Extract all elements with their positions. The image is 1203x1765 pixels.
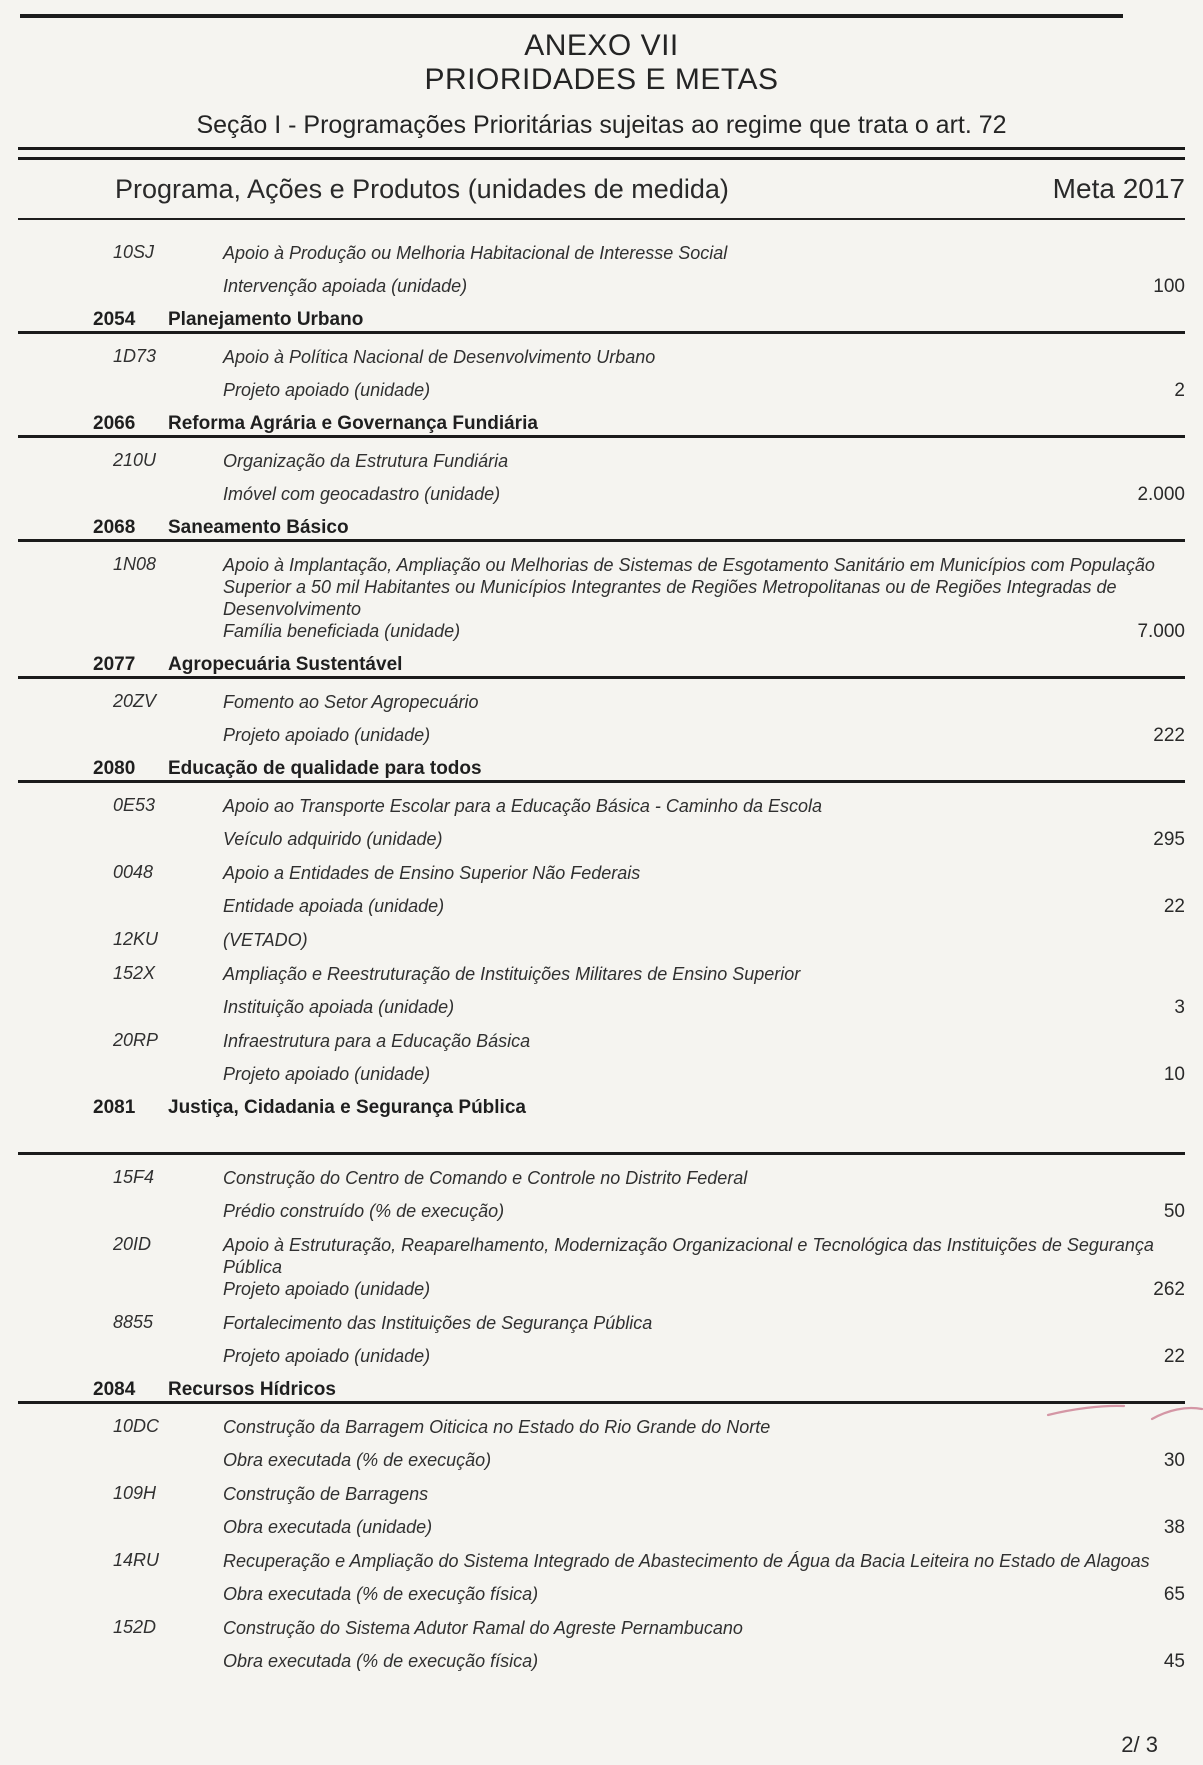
product-row: [18, 1064, 1185, 1085]
product-row: [18, 621, 1185, 642]
action-row: [18, 1312, 1185, 1334]
program-row: [18, 309, 1185, 330]
product-row: [18, 484, 1185, 505]
action-row: [18, 242, 1185, 264]
program-title: Planejamento Urbano: [168, 309, 364, 330]
product-value: 65: [1163, 1584, 1185, 1605]
program-title: Agropecuária Sustentável: [168, 654, 403, 675]
product-row: [18, 1279, 1185, 1300]
action-row: [18, 862, 1185, 884]
action-code: 152X: [113, 963, 156, 983]
action-row: [18, 1550, 1185, 1572]
action-code: 10DC: [113, 1416, 160, 1436]
program-divider: [18, 331, 1185, 334]
action-row: [18, 450, 1185, 472]
product-label: Projeto apoiado (unidade): [223, 1064, 431, 1084]
pen-mark: [1040, 1398, 1203, 1426]
action-row: [18, 1030, 1185, 1052]
action-row: [18, 929, 1185, 951]
product-value: 10: [1163, 1064, 1185, 1085]
product-row: [18, 829, 1185, 850]
product-label: Intervenção apoiada (unidade): [223, 276, 468, 296]
action-code: 0048: [113, 862, 154, 882]
action-row: [18, 1416, 1185, 1438]
product-label: Projeto apoiado (unidade): [223, 380, 431, 400]
annex-header: [18, 29, 1185, 97]
action-code: 10SJ: [113, 242, 155, 262]
table-header-row: [18, 173, 1185, 205]
action-title: Apoio à Implantação, Ampliação ou Melhorias de Sistemas de Esgotamento Sanitário em Municípios com População Superior a 50 mil Habitantes ou Municípios Integrantes de Regiões Metropolitanas ou de Regiões Integradas de Desenvolvimento: [223, 555, 1155, 619]
document-page: [0, 14, 1203, 1765]
product-label: Obra executada (% de execução física): [223, 1584, 539, 1604]
action-row: [18, 1483, 1185, 1505]
column-header-programs: Programa, Ações e Produtos (unidades de medida): [115, 174, 729, 204]
product-label: Obra executada (unidade): [223, 1517, 433, 1537]
program-title: Justiça, Cidadania e Segurança Pública: [168, 1097, 526, 1118]
annex-title: ANEXO VII: [524, 29, 679, 62]
product-value: 100: [1153, 276, 1185, 297]
action-code: 0E53: [113, 795, 156, 815]
action-title: Construção do Sistema Adutor Ramal do Agreste Pernambucano: [223, 1618, 743, 1638]
action-row: [18, 346, 1185, 368]
product-row: [18, 1651, 1185, 1672]
program-row: [18, 1097, 1185, 1118]
action-row: [18, 1234, 1185, 1278]
program-row: [18, 654, 1185, 675]
action-code: 8855: [113, 1312, 154, 1332]
product-row: [18, 997, 1185, 1018]
program-title: Recursos Hídricos: [168, 1379, 336, 1400]
action-code: 20RP: [113, 1030, 159, 1050]
product-value: 50: [1163, 1201, 1185, 1222]
page-number: 2/ 3: [1121, 1732, 1158, 1757]
action-title: Ampliação e Reestruturação de Instituições Militares de Ensino Superior: [223, 964, 801, 984]
table-body: [18, 220, 1185, 1672]
program-row: [18, 517, 1185, 538]
action-code: 109H: [113, 1483, 157, 1503]
product-value: 38: [1163, 1517, 1185, 1538]
program-row: [18, 1379, 1185, 1400]
product-row: [18, 1517, 1185, 1538]
product-value: 295: [1153, 829, 1185, 850]
product-row: [18, 276, 1185, 297]
top-rule: [20, 14, 1123, 18]
product-label: Prédio construído (% de execução): [223, 1201, 505, 1221]
pen-stroke-left-icon: [1048, 1406, 1124, 1415]
action-code: 14RU: [113, 1550, 160, 1570]
action-title: Construção do Centro de Comando e Controle no Distrito Federal: [223, 1168, 748, 1188]
action-code: 152D: [113, 1617, 157, 1637]
section-title: Seção I - Programações Prioritárias sujeitas ao regime que trata o art. 72: [196, 111, 1007, 139]
annex-subtitle: PRIORIDADES E METAS: [424, 63, 779, 96]
action-row: [18, 963, 1185, 985]
action-title: Apoio à Estruturação, Reaparelhamento, Modernização Organizacional e Tecnológica das Instituições de Segurança Pública: [223, 1235, 1154, 1277]
action-row: [18, 1167, 1185, 1189]
program-divider: [18, 1152, 1185, 1155]
action-row: [18, 795, 1185, 817]
program-code: 2084: [93, 1379, 136, 1400]
product-label: Família beneficiada (unidade): [223, 621, 461, 641]
action-title: Construção de Barragens: [223, 1484, 429, 1504]
program-code: 2080: [93, 758, 136, 779]
product-label: Entidade apoiada (unidade): [223, 896, 445, 916]
double-rule: [18, 147, 1185, 160]
program-code: 2068: [93, 517, 136, 538]
product-row: [18, 1584, 1185, 1605]
action-row: [18, 554, 1185, 620]
action-title: Apoio à Produção ou Melhoria Habitacional de Interesse Social: [223, 243, 728, 263]
program-code: 2054: [93, 309, 136, 330]
program-divider: [18, 539, 1185, 542]
action-title: Organização da Estrutura Fundiária: [223, 451, 509, 471]
product-row: [18, 896, 1185, 917]
program-divider: [18, 1401, 1185, 1404]
program-title: Educação de qualidade para todos: [168, 758, 482, 779]
program-row: [18, 413, 1185, 434]
product-row: [18, 1201, 1185, 1222]
action-code: 210U: [113, 450, 157, 470]
product-label: Imóvel com geocadastro (unidade): [223, 484, 501, 504]
product-row: [18, 380, 1185, 401]
action-code: 1D73: [113, 346, 157, 366]
action-code: 20ID: [113, 1234, 152, 1254]
product-row: [18, 1346, 1185, 1367]
product-value: 262: [1153, 1279, 1185, 1300]
action-title: Infraestrutura para a Educação Básica: [223, 1031, 531, 1051]
blank-space: [18, 1118, 1185, 1151]
product-value: 2.000: [1137, 484, 1185, 505]
program-divider: [18, 676, 1185, 679]
pen-stroke-right-icon: [1152, 1408, 1202, 1419]
product-value: 222: [1153, 725, 1185, 746]
action-title: Apoio à Política Nacional de Desenvolvimento Urbano: [223, 347, 656, 367]
program-row: [18, 758, 1185, 779]
product-label: Obra executada (% de execução): [223, 1450, 492, 1470]
program-divider: [18, 435, 1185, 438]
product-value: 45: [1163, 1651, 1185, 1672]
product-value: 7.000: [1137, 621, 1185, 642]
action-title: Fomento ao Setor Agropecuário: [223, 692, 479, 712]
action-title: Recuperação e Ampliação do Sistema Integrado de Abastecimento de Água da Bacia Leiteira no Estado de Alagoas: [223, 1551, 1150, 1571]
product-label: Instituição apoiada (unidade): [223, 997, 455, 1017]
program-code: 2077: [93, 654, 136, 675]
program-code: 2081: [93, 1097, 136, 1118]
program-title: Reforma Agrária e Governança Fundiária: [168, 413, 538, 434]
action-row: [18, 1617, 1185, 1639]
action-row: [18, 691, 1185, 713]
program-title: Saneamento Básico: [168, 517, 349, 538]
product-value: 2: [1174, 380, 1185, 401]
action-code: 15F4: [113, 1167, 155, 1187]
action-code: 12KU: [113, 929, 159, 949]
action-title: Construção da Barragem Oiticica no Estado do Rio Grande do Norte: [223, 1417, 771, 1437]
action-title: (VETADO): [223, 930, 308, 950]
program-code: 2066: [93, 413, 136, 434]
action-title: Fortalecimento das Instituições de Segurança Pública: [223, 1313, 653, 1333]
product-value: 30: [1163, 1450, 1185, 1471]
product-label: Veículo adquirido (unidade): [223, 829, 443, 849]
product-label: Projeto apoiado (unidade): [223, 1346, 431, 1366]
product-value: 3: [1174, 997, 1185, 1018]
product-label: Projeto apoiado (unidade): [223, 725, 431, 745]
product-value: 22: [1163, 896, 1185, 917]
action-title: Apoio ao Transporte Escolar para a Educação Básica - Caminho da Escola: [223, 796, 822, 816]
column-header-meta: Meta 2017: [1052, 173, 1185, 204]
action-code: 20ZV: [113, 691, 157, 711]
product-row: [18, 725, 1185, 746]
program-divider: [18, 780, 1185, 783]
product-row: [18, 1450, 1185, 1471]
product-value: 22: [1163, 1346, 1185, 1367]
action-title: Apoio a Entidades de Ensino Superior Não Federais: [223, 863, 641, 883]
product-label: Projeto apoiado (unidade): [223, 1279, 431, 1299]
action-code: 1N08: [113, 554, 157, 574]
document-body: [18, 14, 1185, 1672]
product-label: Obra executada (% de execução física): [223, 1651, 539, 1671]
